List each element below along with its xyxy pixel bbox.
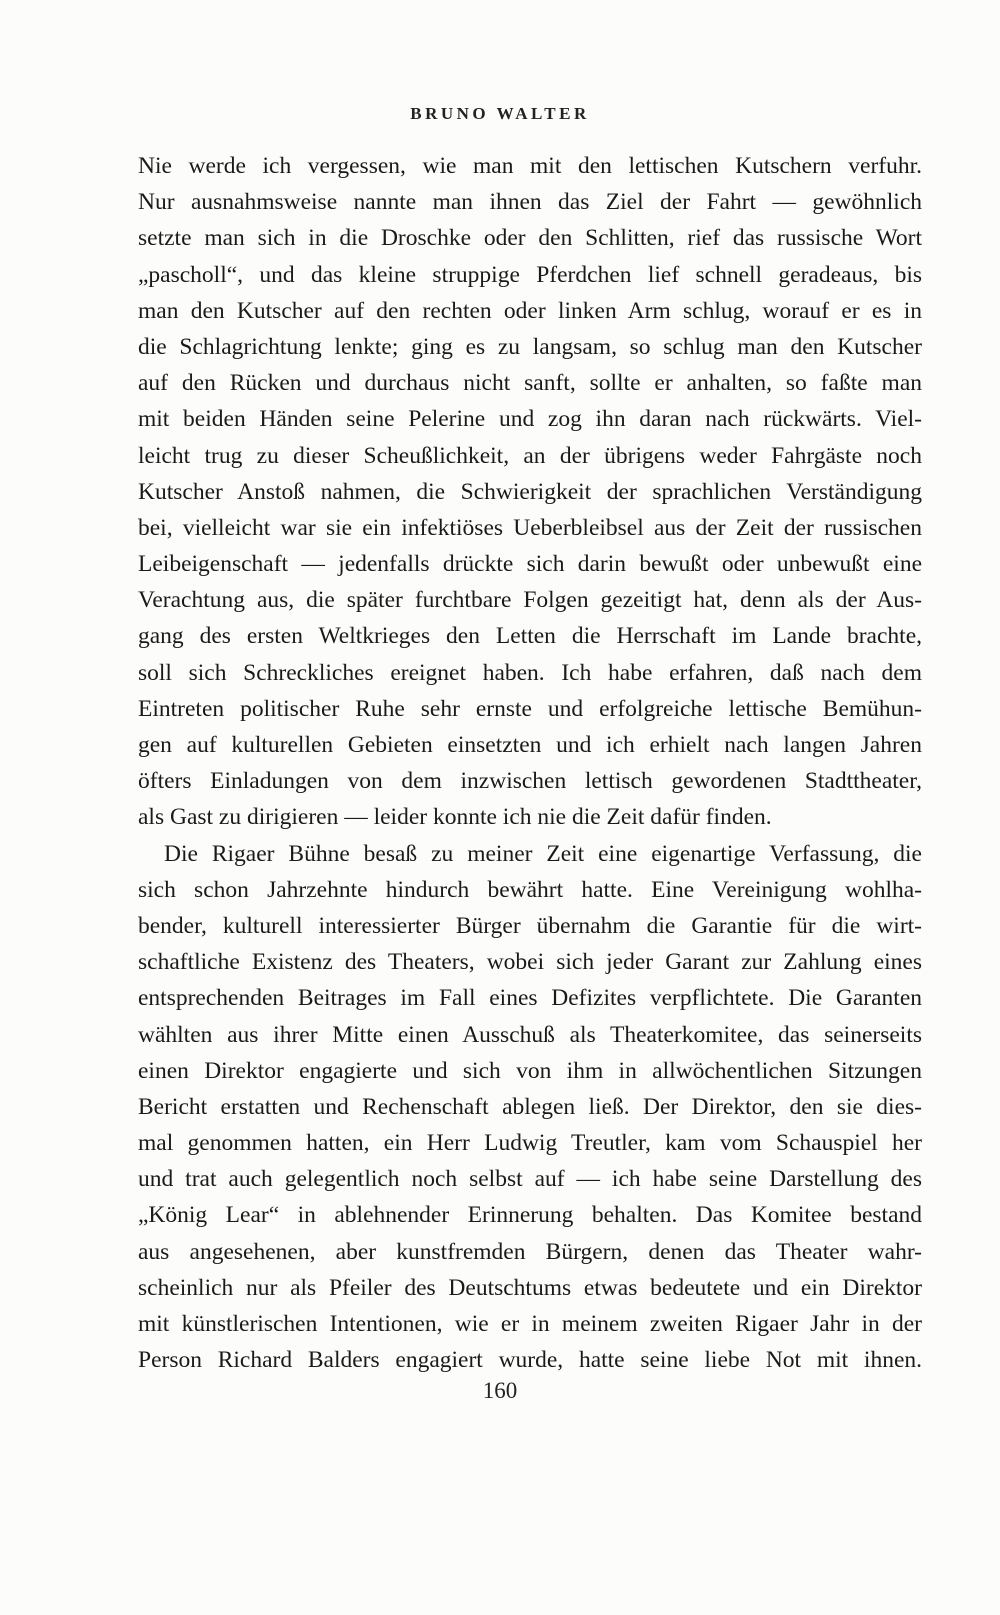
text-line: leicht trug zu dieser Scheußlichkeit, an der übrigens weder Fahrgäste noch bbox=[138, 442, 922, 469]
text-line: und trat auch gelegentlich noch selbst auf — ich habe seine Darstellung des bbox=[138, 1166, 922, 1193]
text-line: die Schlagrichtung lenkte; ging es zu langsam, so schlug man den Kutscher bbox=[138, 333, 922, 360]
text-line: mit beiden Händen seine Pelerine und zog ihn daran nach rückwärts. Viel- bbox=[138, 406, 922, 433]
text-line: Bericht erstatten und Rechenschaft ablegen ließ. Der Direktor, den sie dies- bbox=[138, 1093, 922, 1120]
text-line: setzte man sich in die Droschke oder den Schlitten, rief das russische Wort bbox=[138, 225, 922, 252]
text-line: entsprechenden Beitrages im Fall eines Defizites verpflichtete. Die Garanten bbox=[138, 985, 922, 1012]
paragraph-2 bbox=[138, 836, 922, 1379]
text-line: gang des ersten Weltkrieges den Letten die Herrschaft im Lande brachte, bbox=[138, 623, 922, 650]
text-line: aus angesehenen, aber kunstfremden Bürgern, denen das Theater wahr- bbox=[138, 1238, 922, 1265]
text-line: man den Kutscher auf den rechten oder linken Arm schlug, worauf er es in bbox=[138, 297, 922, 324]
text-line: Nur ausnahmsweise nannte man ihnen das Ziel der Fahrt — gewöhnlich bbox=[138, 189, 922, 216]
text-line: auf den Rücken und durchaus nicht sanft, sollte er anhalten, so faßte man bbox=[138, 370, 922, 397]
text-line: bender, kulturell interessierter Bürger übernahm die Garantie für die wirt- bbox=[138, 912, 922, 939]
text-line: Verachtung aus, die später furchtbare Folgen gezeitigt hat, denn als der Aus- bbox=[138, 587, 922, 614]
text-line: soll sich Schreckliches ereignet haben. Ich habe erfahren, daß nach dem bbox=[138, 659, 922, 686]
text-line: mal genommen hatten, ein Herr Ludwig Treutler, kam vom Schauspiel her bbox=[138, 1130, 922, 1157]
text-line: Leibeigenschaft — jedenfalls drückte sich darin bewußt oder unbewußt eine bbox=[138, 551, 922, 578]
text-line: schaftliche Existenz des Theaters, wobei sich jeder Garant zur Zahlung eines bbox=[138, 949, 922, 976]
text-line: „König Lear“ in ablehnender Erinnerung behalten. Das Komitee bestand bbox=[138, 1202, 922, 1229]
text-line: öfters Einladungen von dem inzwischen lettisch gewordenen Stadttheater, bbox=[138, 768, 922, 795]
text-line: als Gast zu dirigieren — leider konnte ich nie die Zeit dafür finden. bbox=[138, 804, 772, 831]
page-number: 160 bbox=[482, 1378, 518, 1403]
body-text bbox=[138, 148, 922, 1378]
running-head: BRUNO WALTER bbox=[410, 104, 590, 123]
text-line: Kutscher Anstoß nahmen, die Schwierigkeit der sprachlichen Verständigung bbox=[138, 478, 922, 505]
text-line: mit künstlerischen Intentionen, wie er in meinem zweiten Rigaer Jahr in der bbox=[138, 1311, 922, 1337]
text-line: Person Richard Balders engagiert wurde, hatte seine liebe Not mit ihnen. bbox=[138, 1347, 922, 1374]
text-line: sich schon Jahrzehnte hindurch bewährt hatte. Eine Vereinigung wohlha- bbox=[138, 876, 922, 903]
text-line: Nie werde ich vergessen, wie man mit den lettischen Kutschern verfuhr. bbox=[138, 153, 922, 179]
text-line: einen Direktor engagierte und sich von ihm in allwöchentlichen Sitzungen bbox=[138, 1057, 922, 1084]
text-line: gen auf kulturellen Gebieten einsetzten und ich erhielt nach langen Jahren bbox=[138, 732, 922, 758]
text-line: Eintreten politischer Ruhe sehr ernste und erfolgreiche lettische Bemühun- bbox=[138, 695, 922, 722]
text-line: Die Rigaer Bühne besaß zu meiner Zeit eine eigenartige Verfassung, die bbox=[164, 840, 922, 867]
text-line: bei, vielleicht war sie ein infektiöses Ueberbleibsel aus der Zeit der russischen bbox=[138, 514, 922, 541]
text-line: „pascholl“, und das kleine struppige Pferdchen lief schnell geradeaus, bis bbox=[138, 261, 922, 288]
paragraph-1 bbox=[138, 148, 922, 836]
text-line: wählten aus ihrer Mitte einen Ausschuß als Theaterkomitee, das seinerseits bbox=[138, 1021, 922, 1048]
text-line: scheinlich nur als Pfeiler des Deutschtums etwas bedeutete und ein Direktor bbox=[138, 1274, 922, 1301]
